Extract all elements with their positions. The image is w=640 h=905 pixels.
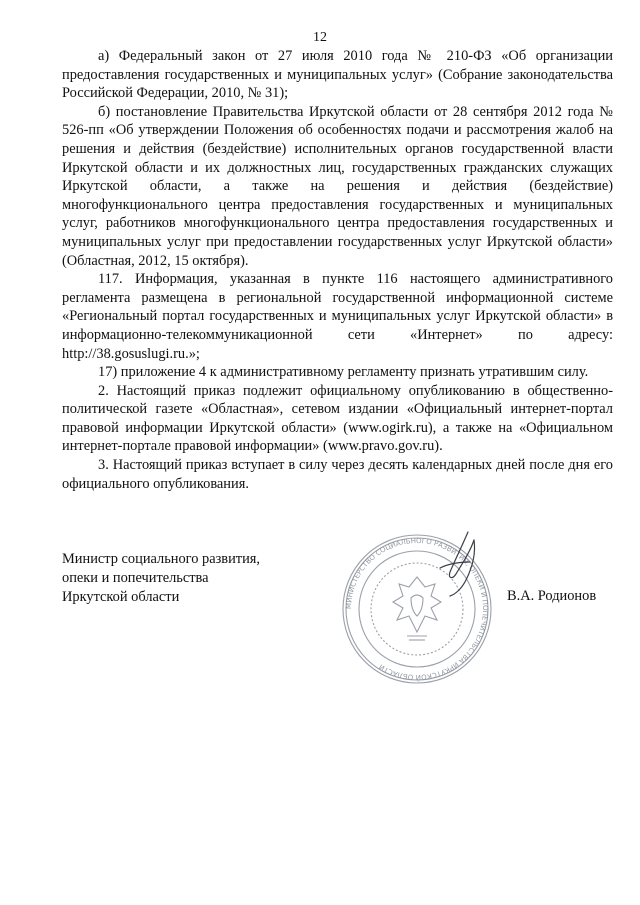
- seal-outer-text: МИНИСТЕРСТВО СОЦИАЛЬНОГО РАЗВИТИЯ, ОПЕКИ И ПОПЕЧИТЕЛЬСТВА ИРКУТСКОЙ ОБЛАСТИ: [344, 536, 490, 682]
- signer-name: В.А. Родионов: [507, 588, 597, 604]
- signer-title-line-1: Министр социального развития,: [62, 551, 260, 567]
- document-body: [62, 47, 613, 493]
- paragraph-clause-2: 2. Настоящий приказ подлежит официальному опубликованию в общественно-политической газете «Областная», сетевом издании «Официальный интернет-портал правовой информации Иркутской области» (www.ogirk.ru), а также на «Официальном интернет-портале правовой информации» (www.pravo.gov.ru).: [62, 382, 613, 455]
- paragraph-item-17: 17) приложение 4 к административному регламенту признать утратившим силу.: [98, 364, 589, 381]
- signer-title-line-2: опеки и попечительства: [62, 570, 209, 586]
- signer-title-line-3: Иркутской области: [62, 589, 180, 605]
- paragraph-item-117: 117. Информация, указанная в пункте 116 настоящего административного регламента размещена в региональной государственной информационной системе «Региональный портал государственных и муниципальных услуг Иркутской области» в информационно-телекоммуникационной сети «Интернет» по адресу: http://38.gosuslugi.ru.»;: [62, 271, 613, 362]
- page-number: 12: [313, 30, 327, 45]
- handwritten-signature: [390, 528, 490, 598]
- paragraph-clause-3: 3. Настоящий приказ вступает в силу через десять календарных дней после дня его официального опубликования.: [62, 457, 613, 492]
- paragraph-federal-law: а) Федеральный закон от 27 июля 2010 года № 210-ФЗ «Об организации предоставления государственных и муниципальных услуг» (Собрание законодательства Российской Федерации, 2010, № 31);: [62, 48, 613, 102]
- paragraph-government-decree: б) постановление Правительства Иркутской области от 28 сентября 2012 года № 526-пп «Об утверждении Положения об особенностях подачи и рассмотрения жалоб на решения и действия (бездействие) исполнительных органов государственной власти Иркутской области и их должностных лиц, государственных гражданских служащих Иркутской области, а также на решения и действия (бездействие) многофункционального центра предоставления государственных и муниципальных услуг, работников многофункционального центра предоставления государственных и муниципальных услуг при предоставлении государственных услуг Иркутской области» (Областная, 2012, 15 октября).: [62, 103, 613, 269]
- signature-block: [62, 550, 260, 607]
